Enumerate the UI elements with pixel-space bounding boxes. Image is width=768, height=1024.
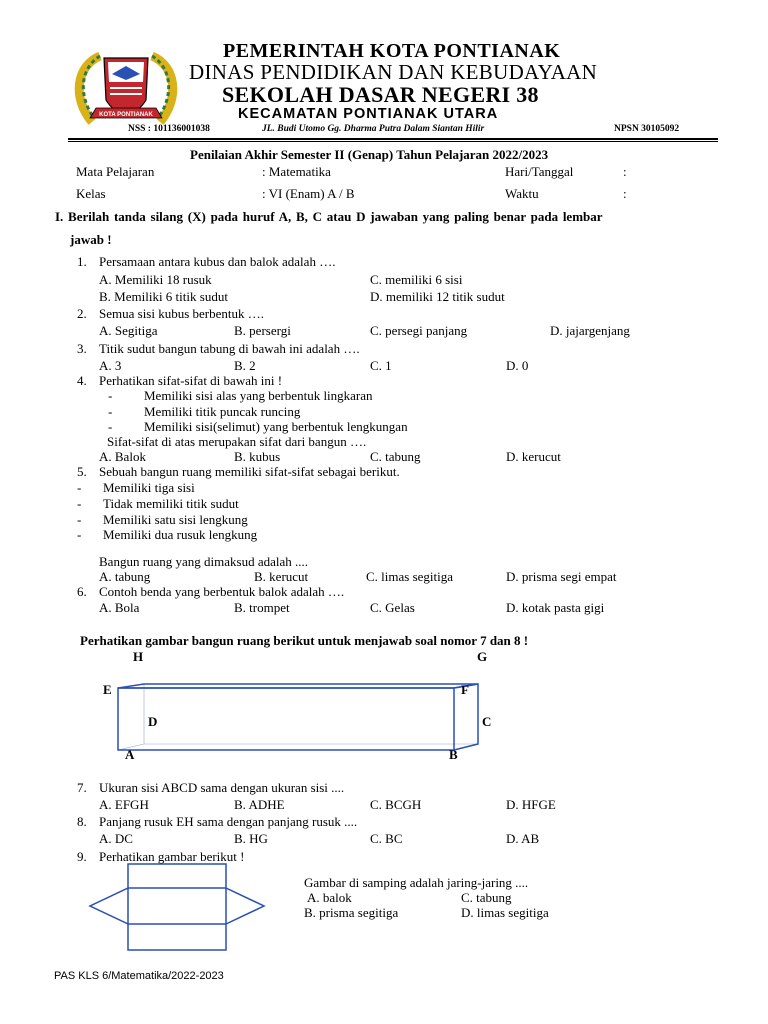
option-a: A. DC (99, 831, 133, 846)
cuboid-back-face (144, 684, 478, 722)
option-b: B. ADHE (234, 797, 285, 812)
property-dash: - (77, 527, 82, 542)
header-school-name: SEKOLAH DASAR NEGERI 38 (222, 82, 539, 107)
property-item: Memiliki dua rusuk lengkung (103, 527, 258, 542)
net-right-triangle (226, 888, 264, 924)
subject-value: : Matematika (262, 164, 331, 179)
option-b: B. kubus (234, 449, 281, 464)
option-c: C. 1 (370, 358, 392, 373)
header-line4: KECAMATAN PONTIANAK UTARA (238, 106, 499, 122)
net-rectangles (128, 864, 226, 950)
question-text: Contoh benda yang berbentuk balok adalah …. (99, 584, 345, 599)
question-number: 3. (77, 341, 87, 356)
property-dash: - (77, 496, 82, 511)
property-item: Memiliki tiga sisi (103, 480, 195, 495)
option-d: D. memiliki 12 titik sudut (370, 289, 505, 304)
vertex-label-c: C (482, 714, 492, 729)
option-b: B. kerucut (254, 569, 309, 584)
question-number: 7. (77, 780, 87, 795)
option-d: D. kotak pasta gigi (506, 600, 605, 615)
vertex-label-d: D (148, 714, 158, 729)
instruction-line1: I. Berilah tanda silang (X) pada huruf A, B, C atau D jawaban yang paling benar pada lembar (55, 209, 603, 224)
school-logo (70, 48, 182, 130)
vertex-label-f: F (461, 682, 469, 697)
property-dash: - (77, 512, 82, 527)
cuboid-front-face (118, 688, 454, 750)
question-number: 5. (77, 464, 87, 479)
vertex-label-h: H (133, 649, 144, 664)
page-footer: PAS KLS 6/Matematika/2022-2023 (54, 970, 224, 982)
vertex-label-b: B (449, 747, 458, 762)
header-npsn: NPSN 30105092 (614, 124, 680, 134)
question-number: 1. (77, 254, 87, 269)
question-number: 2. (77, 306, 87, 321)
header-divider-thick (68, 138, 718, 140)
time-label: Waktu (505, 186, 539, 201)
header-line1: PEMERINTAH KOTA PONTIANAK (223, 40, 561, 62)
option-d: D. prisma segi empat (506, 569, 617, 584)
option-b: B. prisma segitiga (304, 905, 399, 920)
option-d: D. 0 (506, 358, 529, 373)
option-d: D. kerucut (506, 449, 561, 464)
option-d: D. limas segitiga (461, 905, 549, 920)
property-item: Memiliki satu sisi lengkung (103, 512, 248, 527)
option-d: D. HFGE (506, 797, 556, 812)
header-address: JL. Budi Utomo Gg. Dharma Putra Dalam Siantan Hilir (262, 124, 485, 134)
option-a: A. Bola (99, 600, 140, 615)
option-a: A. tabung (99, 569, 151, 584)
option-d: D. jajargenjang (550, 323, 630, 338)
question-text: Perhatikan gambar berikut ! (99, 849, 245, 864)
option-a: A. balok (307, 890, 352, 905)
exam-title: Penilaian Akhir Semester II (Genap) Tahun Pelajaran 2022/2023 (190, 147, 549, 162)
header-line2: DINAS PENDIDIKAN DAN KEBUDAYAAN (189, 60, 598, 84)
option-c: C. persegi panjang (370, 323, 468, 338)
property-item: Memiliki titik puncak runcing (144, 404, 301, 419)
option-a: A. Segitiga (99, 323, 158, 338)
option-c: C. tabung (461, 890, 512, 905)
question-text: Sebuah bangun ruang memiliki sifat-sifat sebagai berikut. (99, 464, 400, 479)
vertex-label-g: G (477, 649, 488, 664)
option-d: D. AB (506, 831, 540, 846)
time-colon: : (623, 186, 627, 201)
property-dash: - (108, 404, 113, 419)
question-number: 4. (77, 373, 87, 388)
cuboid-figure (110, 660, 490, 770)
option-a: A. 3 (99, 358, 122, 373)
question-prompt: Bangun ruang yang dimaksud adalah .... (99, 554, 309, 569)
vertex-label-e: E (103, 682, 112, 697)
question-text: Perhatikan sifat-sifat di bawah ini ! (99, 373, 283, 388)
option-a: A. EFGH (99, 797, 149, 812)
property-dash: - (108, 419, 113, 434)
option-c: C. memiliki 6 sisi (370, 272, 463, 287)
property-dash: - (77, 480, 82, 495)
question-number: 8. (77, 814, 87, 829)
question-number: 6. (77, 584, 87, 599)
question-number: 9. (77, 849, 87, 864)
option-c: C. BC (370, 831, 403, 846)
option-c: C. tabung (370, 449, 421, 464)
instruction-line2: jawab ! (70, 232, 112, 247)
question-text: Persamaan antara kubus dan balok adalah …. (99, 254, 336, 269)
option-b: B. HG (234, 831, 268, 846)
net-left-triangle (90, 888, 128, 924)
property-item: Memiliki sisi alas yang berbentuk lingkaran (144, 388, 373, 403)
class-value: : VI (Enam) A / B (262, 186, 355, 201)
question-text: Panjang rusuk EH sama dengan panjang rusuk .... (99, 814, 358, 829)
question-prompt: Gambar di samping adalah jaring-jaring .... (304, 875, 529, 890)
header-nss: NSS : 101136001038 (128, 124, 210, 134)
prism-net-figure (88, 862, 268, 952)
property-item: Memiliki sisi(selimut) yang berbentuk lengkungan (144, 419, 408, 434)
property-item: Tidak memiliki titik sudut (103, 496, 239, 511)
question-text: Ukuran sisi ABCD sama dengan ukuran sisi .... (99, 780, 345, 795)
date-label: Hari/Tanggal (505, 164, 574, 179)
option-a: A. Memiliki 18 rusuk (99, 272, 212, 287)
question-text: Titik sudut bangun tabung di bawah ini adalah …. (99, 341, 360, 356)
option-b: B. Memiliki 6 titik sudut (99, 289, 228, 304)
option-b: B. trompet (234, 600, 290, 615)
vertex-label-a: A (125, 747, 135, 762)
option-b: B. 2 (234, 358, 256, 373)
subject-label: Mata Pelajaran (76, 164, 155, 179)
logo-ribbon-text: KOTA PONTIANAK (99, 112, 153, 118)
question-text: Semua sisi kubus berbentuk …. (99, 306, 265, 321)
class-label: Kelas (76, 186, 106, 201)
option-c: C. Gelas (370, 600, 415, 615)
question-prompt: Sifat-sifat di atas merupakan sifat dari bangun …. (107, 434, 367, 449)
header-divider-thin (68, 141, 718, 142)
option-a: A. Balok (99, 449, 146, 464)
property-dash: - (108, 388, 113, 403)
option-b: B. persergi (234, 323, 291, 338)
date-colon: : (623, 164, 627, 179)
option-c: C. BCGH (370, 797, 422, 812)
option-c: C. limas segitiga (366, 569, 454, 584)
cuboid-hidden-edges (118, 684, 478, 750)
figure-intro: Perhatikan gambar bangun ruang berikut untuk menjawab soal nomor 7 dan 8 ! (80, 633, 529, 648)
